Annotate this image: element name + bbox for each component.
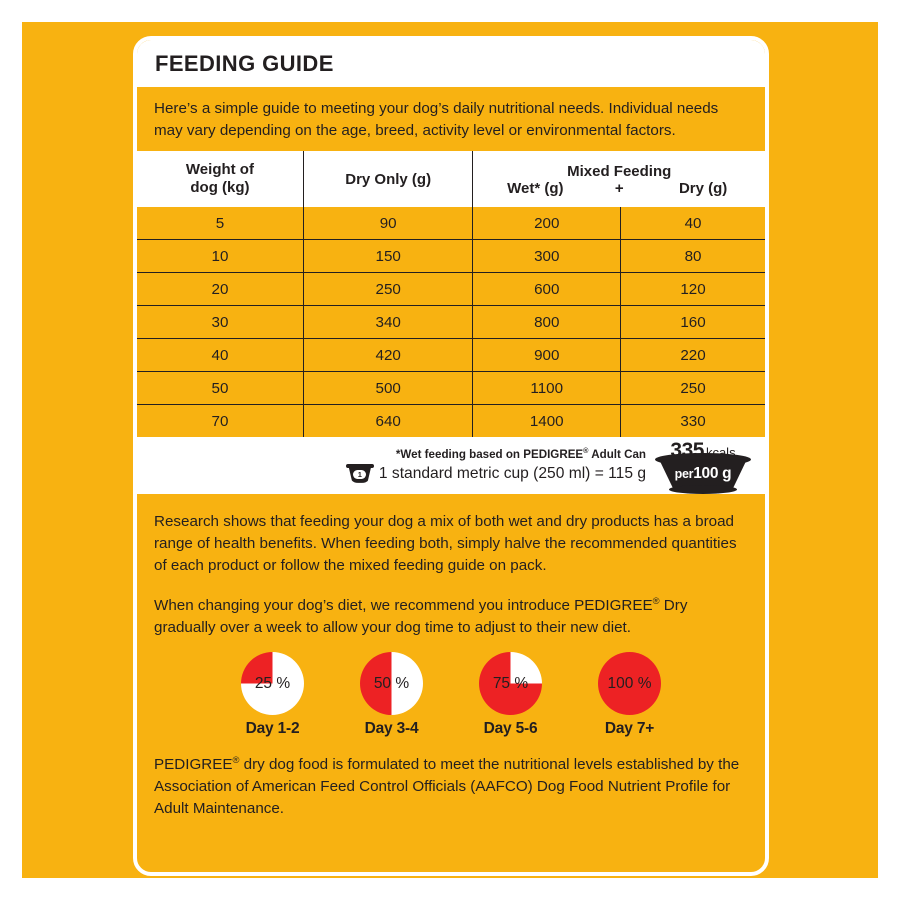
pie-percent-value: 75 [492, 674, 511, 692]
column-header-weight-line1: Weight of [185, 161, 254, 179]
cell-mixed-wet: 800 [473, 306, 621, 339]
pie-day-label: Day 1-2 [245, 720, 300, 738]
kcal-per-amount: 100 g [693, 465, 732, 483]
measuring-cup-icon [346, 464, 374, 483]
cell-mixed-wet: 900 [473, 339, 621, 372]
diet-change-part2: Dry gradually over a week to allow your dog time to adjust to their new diet. [154, 597, 688, 637]
kcal-per-group [655, 465, 751, 483]
transition-step [473, 652, 549, 738]
cell-mixed-wet: 1400 [473, 405, 621, 438]
table-row [137, 273, 765, 306]
research-paragraph: Research shows that feeding your dog a mix of both wet and dry products has a broad range of health benefits. When feeding both, simply halve the recommended quantities of each product or follow the mixed feeding guide on pack. [154, 513, 737, 575]
card-title-bar [137, 40, 765, 87]
column-header-weight-line2: dog (kg) [190, 179, 250, 197]
pie-day-label: Day 5-6 [483, 720, 538, 738]
cell-weight: 70 [137, 405, 303, 438]
diet-transition-chart [137, 639, 765, 738]
cell-weight: 50 [137, 372, 303, 405]
wet-feeding-note-suffix: Adult Can [588, 448, 646, 462]
cell-mixed-wet: 1100 [473, 372, 621, 405]
feeding-guide-card [133, 36, 769, 876]
intro-text: Here’s a simple guide to meeting your dog’s daily nutritional needs. Individual needs may vary depending on the age, breed, activity level or environmental factors. [154, 100, 719, 139]
feeding-table [137, 151, 765, 437]
cell-mixed-dry: 160 [621, 306, 765, 339]
kcal-value-group [655, 439, 751, 463]
column-header-mixed-title: Mixed Feeding [567, 162, 672, 180]
cell-weight: 10 [137, 240, 303, 273]
table-row [137, 306, 765, 339]
registered-mark-icon: ® [583, 446, 589, 456]
column-header-mixed-subheaders [473, 180, 765, 203]
table-row [137, 240, 765, 273]
kcal-per-prefix: per [674, 467, 694, 482]
aafco-note-part1: PEDIGREE [154, 756, 233, 774]
cell-mixed-dry: 120 [621, 273, 765, 306]
pie-percent-label [598, 652, 661, 715]
cell-mixed-dry: 40 [621, 207, 765, 240]
pie-percent-label [479, 652, 542, 715]
cell-dry-only: 90 [303, 207, 473, 240]
cup-measure-note [346, 464, 646, 483]
pie-percent-label [241, 652, 304, 715]
pie-percent-label [360, 652, 423, 715]
pie-percent-value: 100 [607, 674, 634, 692]
cell-weight: 40 [137, 339, 303, 372]
pie-percent-symbol: % [637, 674, 652, 692]
wet-feeding-note-prefix: *Wet feeding based on PEDIGREE [395, 448, 584, 462]
cell-dry-only: 500 [303, 372, 473, 405]
cell-weight: 30 [137, 306, 303, 339]
cell-mixed-wet: 600 [473, 273, 621, 306]
wet-feeding-note [346, 448, 646, 462]
registered-mark-icon: ® [232, 754, 240, 766]
cell-dry-only: 640 [303, 405, 473, 438]
pie-percent-value: 50 [373, 674, 392, 692]
pie-percent-symbol: % [276, 674, 291, 692]
kcal-bowl-badge [655, 439, 751, 492]
pie-percent-value: 25 [254, 674, 273, 692]
aafco-note-part2: dry dog food is formulated to meet the nutritional levels established by the Association of American Feed Control Officials (AAFCO) Dog Food Nutrient Profile for Adult Maintenance. [154, 756, 740, 818]
measuring-cup-lid [346, 464, 374, 468]
cell-dry-only: 150 [303, 240, 473, 273]
body-copy [137, 494, 765, 639]
footnote-band [137, 437, 765, 494]
column-header-dry-only: Dry Only (g) [303, 151, 473, 207]
column-header-mixed-dry: Dry (g) [678, 180, 728, 198]
table-row [137, 405, 765, 438]
transition-step [235, 652, 311, 738]
feeding-table-body [137, 207, 765, 437]
table-row [137, 207, 765, 240]
cell-dry-only: 420 [303, 339, 473, 372]
column-header-mixed-plus: + [614, 180, 624, 198]
transition-step [354, 652, 430, 738]
table-row [137, 372, 765, 405]
cell-weight: 20 [137, 273, 303, 306]
cell-mixed-wet: 200 [473, 207, 621, 240]
kcal-unit: kcals [705, 445, 736, 461]
pie-chart-day-1-2 [241, 652, 304, 715]
cell-weight: 5 [137, 207, 303, 240]
measuring-cup-number: 1 [353, 470, 366, 479]
column-header-weight [137, 151, 303, 207]
transition-step [592, 652, 668, 738]
feeding-table-wrapper [137, 151, 765, 437]
diet-change-paragraph [154, 595, 748, 639]
cup-measure-text: 1 standard metric cup (250 ml) = 115 g [378, 464, 646, 482]
kcal-value: 335 [670, 439, 704, 463]
pie-percent-symbol: % [514, 674, 529, 692]
page-title: FEEDING GUIDE [155, 50, 334, 76]
pie-chart-day-5-6 [479, 652, 542, 715]
cell-dry-only: 340 [303, 306, 473, 339]
table-row [137, 339, 765, 372]
pie-chart-day-3-4 [360, 652, 423, 715]
cell-mixed-dry: 80 [621, 240, 765, 273]
page-background [22, 22, 878, 878]
column-header-mixed-wet: Wet* (g) [507, 180, 564, 198]
pie-day-label: Day 7+ [604, 720, 655, 738]
pie-percent-symbol: % [395, 674, 410, 692]
pie-chart-day-7-plus [598, 652, 661, 715]
cell-dry-only: 250 [303, 273, 473, 306]
pie-day-label: Day 3-4 [364, 720, 419, 738]
table-header-row [137, 151, 765, 207]
cell-mixed-dry: 250 [621, 372, 765, 405]
footnote-text [346, 448, 646, 483]
cell-mixed-dry: 330 [621, 405, 765, 438]
cell-mixed-dry: 220 [621, 339, 765, 372]
column-header-mixed-feeding [473, 151, 765, 207]
bowl-foot-shape [669, 485, 737, 494]
diet-change-part1: When changing your dog’s diet, we recommend you introduce PEDIGREE [154, 597, 653, 615]
registered-mark-icon: ® [652, 595, 660, 607]
cell-mixed-wet: 300 [473, 240, 621, 273]
aafco-footer-note [137, 738, 765, 820]
